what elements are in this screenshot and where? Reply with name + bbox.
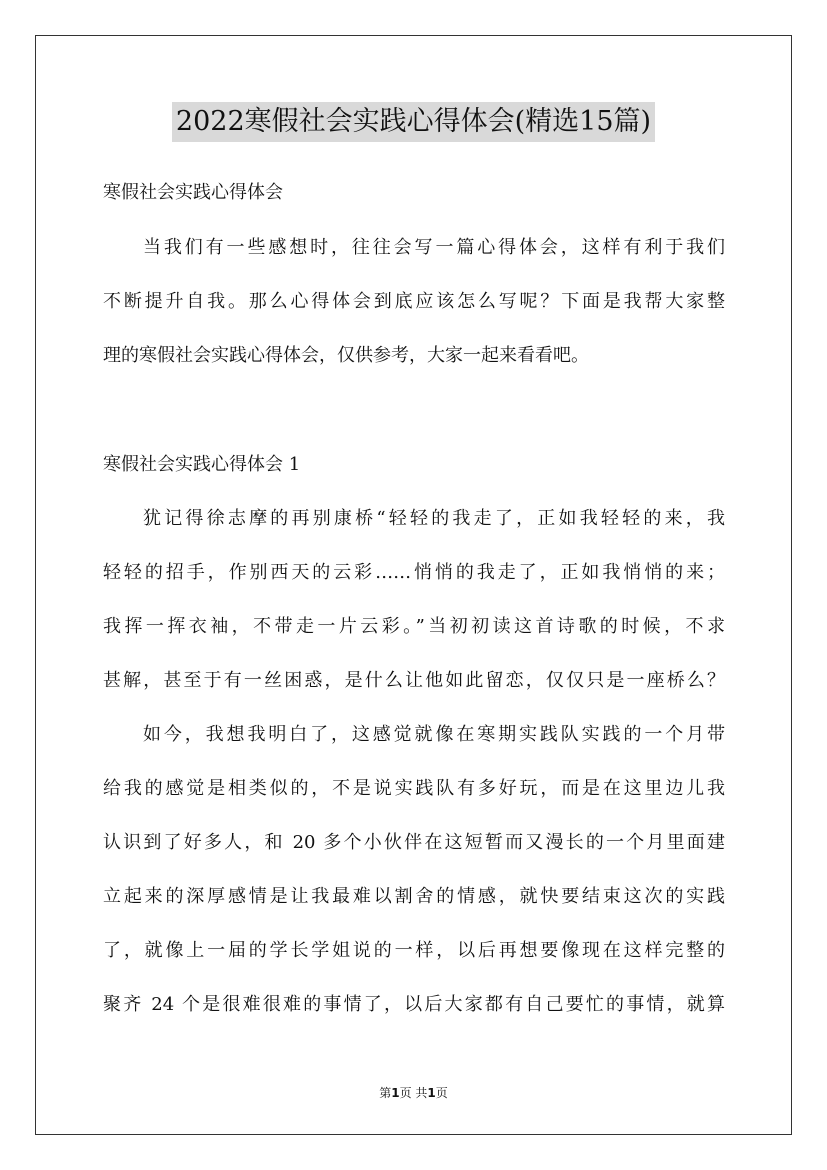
title-wrapper	[0, 102, 827, 142]
document-title: 2022寒假社会实践心得体会(精选15篇)	[172, 102, 655, 142]
paragraph-line: 不断提升自我。那么心得体会到底应该怎么写呢？下面是我帮大家整	[103, 291, 725, 312]
footer-page-number: 1	[391, 1086, 400, 1100]
paragraph-line: 我挥一挥衣袖，不带走一片云彩。”当初初读这首诗歌的时候，不求	[103, 616, 725, 637]
footer-mid: 页 共	[399, 1086, 428, 1100]
paragraph-line: 认识到了好多人，和 20 多个小伙伴在这短暂而又漫长的一个月里面建	[103, 832, 725, 853]
paragraph-line: 给我的感觉是相类似的，不是说实践队有多好玩，而是在这里边儿我	[103, 778, 725, 799]
section-heading: 寒假社会实践心得体会 1	[103, 454, 301, 475]
paragraph-line: 了，就像上一届的学长学姐说的一样，以后再想要像现在这样完整的	[103, 940, 725, 961]
paragraph-line: 当我们有一些感想时，往往会写一篇心得体会，这样有利于我们	[143, 237, 725, 258]
page-footer	[0, 1084, 827, 1101]
paragraph-line: 如今，我想我明白了，这感觉就像在寒期实践队实践的一个月带	[143, 724, 725, 745]
footer-page-total: 1	[427, 1086, 436, 1100]
paragraph-line: 理的寒假社会实践心得体会，仅供参考，大家一起来看看吧。	[103, 345, 589, 366]
footer-prefix: 第	[379, 1086, 392, 1100]
section-heading: 寒假社会实践心得体会	[103, 182, 283, 203]
paragraph-line: 轻轻的招手，作别西天的云彩……悄悄的我走了，正如我悄悄的来；	[103, 562, 725, 583]
paragraph-line: 甚解，甚至于有一丝困惑，是什么让他如此留恋，仅仅只是一座桥么？	[103, 670, 725, 691]
paragraph-line: 犹记得徐志摩的再别康桥“轻轻的我走了，正如我轻轻的来，我	[143, 508, 725, 529]
footer-suffix: 页	[435, 1086, 448, 1100]
paragraph-line: 聚齐 24 个是很难很难的事情了，以后大家都有自己要忙的事情，就算	[103, 994, 725, 1015]
paragraph-line: 立起来的深厚感情是让我最难以割舍的情感，就快要结束这次的实践	[103, 886, 725, 907]
